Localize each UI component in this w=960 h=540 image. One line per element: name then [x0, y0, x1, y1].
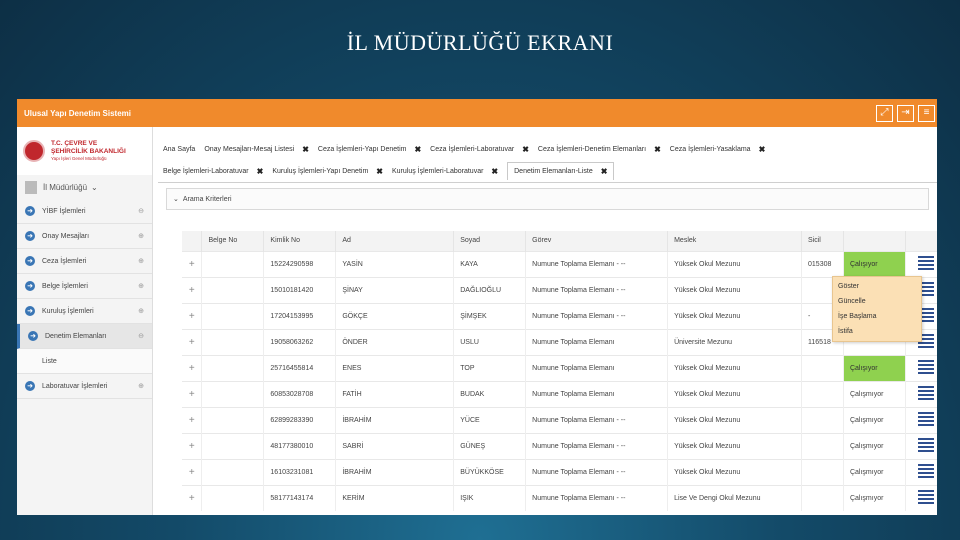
- sidebar-item-label: Kuruluş İşlemleri: [42, 307, 94, 315]
- ministry-emblem-icon: [23, 140, 45, 162]
- sidebar-menu: [17, 199, 152, 399]
- app-title: Ulusal Yapı Denetim Sistemi: [24, 108, 132, 118]
- expand-toggle-icon[interactable]: ⊕: [138, 308, 144, 315]
- expand-row-icon[interactable]: +: [182, 459, 202, 485]
- list-menu-icon[interactable]: [918, 254, 934, 272]
- search-criteria-panel[interactable]: [166, 188, 929, 210]
- expand-row-icon[interactable]: +: [182, 303, 202, 329]
- close-icon[interactable]: ✖: [654, 144, 661, 154]
- table-cell: [202, 433, 264, 459]
- table-cell: Lise Ve Dengi Okul Mezunu: [668, 485, 802, 511]
- sidebar: [17, 127, 153, 515]
- row-menu-button[interactable]: [905, 407, 937, 433]
- table-cell: Numune Toplama Elemanı - --: [526, 485, 668, 511]
- tab[interactable]: [507, 162, 614, 180]
- row-menu-button[interactable]: [905, 433, 937, 459]
- user-name: İl Müdürlüğü: [43, 182, 88, 192]
- table-cell: 17204153995: [264, 303, 336, 329]
- expand-toggle-icon[interactable]: ⊕: [138, 233, 144, 240]
- table-cell: [202, 303, 264, 329]
- table-cell: GÖKÇE: [336, 303, 454, 329]
- ministry-logo: [17, 127, 152, 175]
- tab[interactable]: [538, 145, 661, 154]
- column-header[interactable]: [843, 231, 905, 251]
- search-criteria-label: Arama Kriterleri: [182, 195, 232, 203]
- column-header[interactable]: Soyad: [454, 231, 526, 251]
- table-cell: [802, 485, 844, 511]
- table-cell: [202, 459, 264, 485]
- table-cell: GÜNEŞ: [454, 433, 526, 459]
- table-row[interactable]: [182, 277, 937, 303]
- expand-icon[interactable]: ⤢: [876, 105, 893, 122]
- tab-label: Belge İşlemleri-Laboratuvar: [163, 167, 249, 175]
- sidebar-item[interactable]: [17, 249, 152, 274]
- table-cell: [202, 485, 264, 511]
- status-cell: Çalışmıyor: [843, 407, 905, 433]
- tab[interactable]: [204, 145, 309, 154]
- expand-row-icon[interactable]: +: [182, 485, 202, 511]
- table-cell: Numune Toplama Elemanı - --: [526, 433, 668, 459]
- table-cell: Numune Toplama Elemanı: [526, 381, 668, 407]
- table-cell: YASİN: [336, 251, 454, 277]
- table-cell: İBRAHİM: [336, 407, 454, 433]
- table-cell: [802, 355, 844, 381]
- expand-toggle-icon[interactable]: ⊕: [138, 258, 144, 265]
- list-menu-icon[interactable]: [918, 410, 934, 428]
- table-row[interactable]: [182, 251, 937, 277]
- table-row[interactable]: [182, 329, 937, 355]
- tab-label: Ceza İşlemleri-Yasaklama: [669, 145, 751, 153]
- list-menu-icon[interactable]: [918, 384, 934, 402]
- table-cell: ENES: [336, 355, 454, 381]
- list-menu-icon[interactable]: [918, 488, 934, 506]
- table-cell: Yüksek Okul Mezunu: [668, 459, 802, 485]
- tab-label: Ceza İşlemleri-Denetim Elemanları: [537, 145, 647, 153]
- row-menu-button[interactable]: [905, 251, 937, 277]
- table-cell: [802, 433, 844, 459]
- app-window: [17, 99, 937, 515]
- arrow-right-circle-icon: ➜: [25, 281, 35, 291]
- table-cell: Yüksek Okul Mezunu: [668, 355, 802, 381]
- tab-label: Ceza İşlemleri-Yapı Denetim: [317, 145, 407, 153]
- table-cell: FATİH: [336, 381, 454, 407]
- expand-row-icon[interactable]: +: [182, 407, 202, 433]
- tab[interactable]: [392, 167, 498, 176]
- column-header[interactable]: Görev: [526, 231, 668, 251]
- table-row[interactable]: [182, 459, 937, 485]
- personnel-table: [182, 231, 937, 511]
- sidebar-item-label: Denetim Elemanları: [45, 332, 107, 340]
- logo-line3: Yapı İşleri Genel Müdürlüğü: [51, 156, 107, 161]
- column-header[interactable]: Sicil: [802, 231, 844, 251]
- table-cell: Numune Toplama Elemanı - --: [526, 277, 668, 303]
- table-cell: 15010181420: [264, 277, 336, 303]
- close-icon[interactable]: ✖: [491, 166, 499, 176]
- table-cell: 25716455814: [264, 355, 336, 381]
- close-icon[interactable]: ✖: [414, 144, 422, 154]
- table-cell: 48177380010: [264, 433, 336, 459]
- sidebar-item[interactable]: [17, 224, 152, 249]
- slide-title: İL MÜDÜRLÜĞÜ EKRANI: [346, 30, 614, 55]
- table-cell: 60853028708: [264, 381, 336, 407]
- chevron-down-icon: ⌄: [91, 182, 98, 192]
- tab[interactable]: [430, 145, 529, 154]
- table-cell: YÜCE: [454, 407, 526, 433]
- table-cell: 015308: [802, 251, 844, 277]
- table-cell: [802, 407, 844, 433]
- table-cell: Numune Toplama Elemanı - --: [526, 303, 668, 329]
- status-cell: Çalışmıyor: [843, 381, 905, 407]
- hamburger-icon[interactable]: ≡: [918, 105, 935, 122]
- sidebar-item-label: YİBF İşlemleri: [42, 207, 86, 215]
- menu-item[interactable]: İstifa: [838, 328, 853, 335]
- sidebar-item-label: Onay Mesajları: [42, 232, 90, 240]
- sidebar-item-label: Laboratuvar İşlemleri: [42, 382, 108, 390]
- app-topbar: [17, 99, 937, 127]
- table-row[interactable]: [182, 355, 937, 381]
- logo-line1: T.C. ÇEVRE VE: [51, 140, 98, 147]
- sidebar-item[interactable]: [17, 274, 152, 299]
- expand-row-icon[interactable]: +: [182, 329, 202, 355]
- tab[interactable]: [670, 145, 766, 154]
- expand-row-icon[interactable]: +: [182, 251, 202, 277]
- table-cell: Numune Toplama Elemanı - --: [526, 459, 668, 485]
- arrow-right-circle-icon: ➜: [28, 331, 38, 341]
- user-menu[interactable]: [17, 175, 152, 199]
- table-cell: BUDAK: [454, 381, 526, 407]
- tab-bar-row1: [154, 138, 937, 160]
- close-icon[interactable]: ✖: [522, 144, 529, 154]
- close-icon[interactable]: ✖: [376, 166, 383, 176]
- logo-line2: ŞEHİRCİLİK BAKANLIĞI: [51, 148, 126, 155]
- status-cell: Çalışmıyor: [843, 485, 905, 511]
- table-cell: ÖNDER: [336, 329, 454, 355]
- column-header[interactable]: [182, 231, 202, 251]
- tab-label: Ana Sayfa: [163, 145, 196, 153]
- table-cell: Yüksek Okul Mezunu: [668, 251, 802, 277]
- table-cell: ŞİMŞEK: [454, 303, 526, 329]
- main-content: [154, 127, 937, 515]
- expand-row-icon[interactable]: +: [182, 381, 202, 407]
- table-cell: [202, 277, 264, 303]
- table-cell: Yüksek Okul Mezunu: [668, 277, 802, 303]
- table-cell: BÜYÜKKÖSE: [454, 459, 526, 485]
- expand-toggle-icon[interactable]: ⊕: [138, 283, 144, 290]
- table-cell: [202, 251, 264, 277]
- tab[interactable]: [318, 145, 421, 154]
- column-header[interactable]: Meslek: [668, 231, 802, 251]
- list-menu-icon[interactable]: [918, 462, 934, 480]
- expand-toggle-icon[interactable]: ⊖: [138, 208, 144, 215]
- table-row[interactable]: [182, 381, 937, 407]
- table-row[interactable]: [182, 407, 937, 433]
- close-icon[interactable]: ✖: [600, 167, 608, 176]
- table-cell: İBRAHİM: [336, 459, 454, 485]
- menu-item[interactable]: İşe Başlama: [838, 313, 877, 320]
- tab-label: Ceza İşlemleri-Laboratuvar: [430, 145, 515, 153]
- arrow-right-circle-icon: ➜: [25, 231, 35, 241]
- table-cell: KAYA: [454, 251, 526, 277]
- tab-bar-row2: [154, 160, 937, 182]
- row-menu-button[interactable]: [905, 485, 937, 511]
- tab[interactable]: [163, 146, 195, 153]
- table-cell: Yüksek Okul Mezunu: [668, 381, 802, 407]
- table-cell: [802, 381, 844, 407]
- table-cell: Yüksek Okul Mezunu: [668, 433, 802, 459]
- list-menu-icon[interactable]: [918, 436, 934, 454]
- sidebar-subitem-liste[interactable]: Liste: [17, 349, 152, 374]
- table-cell: Üniversite Mezunu: [668, 329, 802, 355]
- status-cell: Çalışıyor: [843, 355, 905, 381]
- table-cell: [202, 407, 264, 433]
- topbar-controls: [876, 105, 937, 122]
- sidebar-item[interactable]: [17, 299, 152, 324]
- column-header[interactable]: Kimlik No: [264, 231, 336, 251]
- table-cell: USLU: [454, 329, 526, 355]
- table-cell: [802, 459, 844, 485]
- close-icon[interactable]: ✖: [302, 144, 309, 154]
- table-cell: TOP: [454, 355, 526, 381]
- table-cell: Numune Toplama Elemanı: [526, 355, 668, 381]
- table-cell: ŞİNAY: [336, 277, 454, 303]
- avatar: [25, 181, 37, 194]
- table-cell: Numune Toplama Elemanı: [526, 329, 668, 355]
- sidebar-item-label: Belge İşlemleri: [42, 282, 88, 290]
- sidebar-item[interactable]: [17, 374, 152, 399]
- table-cell: Yüksek Okul Mezunu: [668, 407, 802, 433]
- arrow-right-circle-icon: ➜: [25, 256, 35, 266]
- expand-row-icon[interactable]: +: [182, 355, 202, 381]
- table-row[interactable]: [182, 303, 937, 329]
- list-menu-icon[interactable]: [918, 358, 934, 376]
- arrow-right-circle-icon: ➜: [25, 206, 35, 216]
- sidebar-item[interactable]: [17, 324, 152, 349]
- table-cell: Numune Toplama Elemanı - --: [526, 407, 668, 433]
- tab-label: Onay Mesajları-Mesaj Listesi: [204, 145, 295, 153]
- row-action-menu: [832, 276, 922, 342]
- menu-item[interactable]: Göster: [838, 283, 860, 290]
- table-cell: [202, 355, 264, 381]
- table-cell: -: [802, 303, 844, 329]
- status-cell: Çalışıyor: [843, 251, 905, 277]
- table-cell: [202, 381, 264, 407]
- tab-label: Denetim Elemanları-Liste: [514, 168, 593, 175]
- arrow-right-circle-icon: ➜: [25, 381, 35, 391]
- status-cell: Çalışmıyor: [843, 459, 905, 485]
- status-cell: Çalışmıyor: [843, 433, 905, 459]
- table-row[interactable]: [182, 485, 937, 511]
- table-cell: IŞIK: [454, 485, 526, 511]
- expand-toggle-icon[interactable]: ⊕: [138, 383, 144, 390]
- table-cell: Numune Toplama Elemanı - --: [526, 251, 668, 277]
- table-cell: 116518: [802, 329, 844, 355]
- table-cell: [202, 329, 264, 355]
- row-menu-button[interactable]: [905, 459, 937, 485]
- column-header[interactable]: [905, 231, 937, 251]
- column-header[interactable]: Belge No: [202, 231, 264, 251]
- expand-row-icon[interactable]: +: [182, 433, 202, 459]
- close-icon[interactable]: ✖: [758, 144, 766, 154]
- table-cell: 16103231081: [264, 459, 336, 485]
- table-cell: DAĞLIOĞLU: [454, 277, 526, 303]
- expand-row-icon[interactable]: +: [182, 277, 202, 303]
- table-row[interactable]: [182, 433, 937, 459]
- tab-label: Kuruluş İşlemleri-Yapı Denetim: [272, 167, 369, 175]
- chevron-down-icon: ⌄: [173, 196, 179, 203]
- row-menu-button[interactable]: [905, 355, 937, 381]
- sidebar-item-label: Ceza İşlemleri: [42, 257, 87, 265]
- table-cell: KERİM: [336, 485, 454, 511]
- tab[interactable]: [272, 167, 383, 176]
- logout-icon[interactable]: ⇥: [897, 105, 914, 122]
- close-icon[interactable]: ✖: [256, 166, 264, 176]
- table-cell: 19058063262: [264, 329, 336, 355]
- table-cell: Yüksek Okul Mezunu: [668, 303, 802, 329]
- table-cell: 58177143174: [264, 485, 336, 511]
- column-header[interactable]: Ad: [336, 231, 454, 251]
- tab-divider: [158, 182, 937, 183]
- table-cell: 62899283390: [264, 407, 336, 433]
- tab[interactable]: [163, 167, 263, 176]
- table-cell: 15224290598: [264, 251, 336, 277]
- sidebar-item[interactable]: [17, 199, 152, 224]
- tab-label: Kuruluş İşlemleri-Laboratuvar: [391, 167, 484, 175]
- table-cell: SABRİ: [336, 433, 454, 459]
- row-menu-button[interactable]: [905, 381, 937, 407]
- arrow-right-circle-icon: ➜: [25, 306, 35, 316]
- menu-item[interactable]: Güncelle: [838, 298, 866, 305]
- expand-toggle-icon[interactable]: ⊖: [138, 333, 144, 340]
